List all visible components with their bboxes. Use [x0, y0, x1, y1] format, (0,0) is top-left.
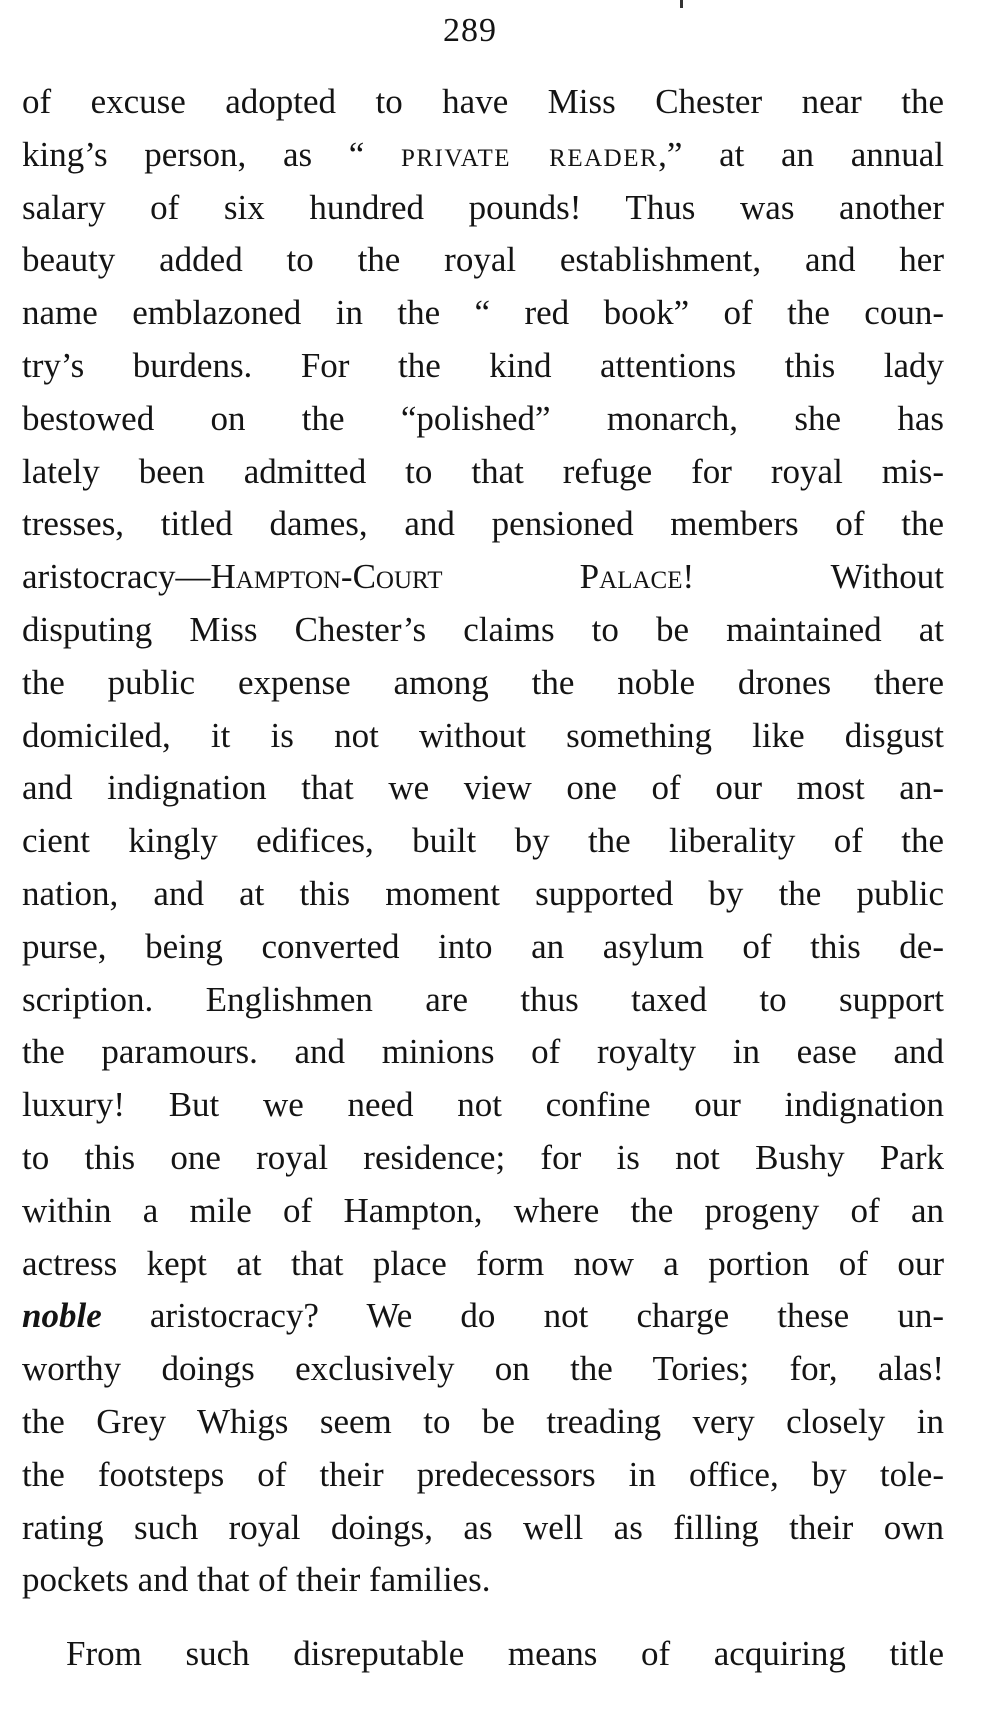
- text-line: salary of six hundred pounds! Thus was another: [22, 187, 944, 227]
- text-line: rating such royal doings, as well as filling their own: [22, 1507, 944, 1547]
- text-line: and indignation that we view one of our most an-: [22, 768, 944, 808]
- text-line: aristocracy—Hampton-Court Palace! Without: [22, 557, 944, 597]
- italic-word: noble: [22, 1296, 102, 1336]
- small-caps-phrase: Hampton-Court Palace: [210, 557, 683, 597]
- text-line: within a mile of Hampton, where the progeny of an: [22, 1190, 944, 1230]
- text-line: noble aristocracy? We do not charge these un-: [22, 1296, 944, 1336]
- text-line: pockets and that of their families.: [22, 1560, 491, 1600]
- text-line: bestowed on the “polished” monarch, she has: [22, 398, 944, 438]
- text-line: try’s burdens. For the kind attentions this lady: [22, 345, 944, 385]
- print-mark: [680, 0, 683, 8]
- text-line: name emblazoned in the “ red book” of the coun-: [22, 293, 944, 333]
- paragraph-2: [22, 1628, 944, 1681]
- page-number: 289: [443, 12, 497, 49]
- paragraph-1: [22, 76, 944, 1607]
- text-line: From such disreputable means of acquiring title: [66, 1634, 944, 1673]
- text-line: king’s person, as “ private reader,” at an annual: [22, 134, 944, 174]
- text-line: worthy doings exclusively on the Tories; for, alas!: [22, 1349, 944, 1389]
- text-line: luxury! But we need not confine our indignation: [22, 1085, 944, 1125]
- text-line: cient kingly edifices, built by the liberality of the: [22, 821, 944, 861]
- text-line: the footsteps of their predecessors in office, by tole-: [22, 1454, 944, 1494]
- text-line: the Grey Whigs seem to be treading very closely in: [22, 1401, 944, 1441]
- text-line: the paramours. and minions of royalty in ease and: [22, 1032, 944, 1072]
- text-line: purse, being converted into an asylum of this de-: [22, 926, 944, 966]
- text-line: lately been admitted to that refuge for royal mis-: [22, 451, 944, 491]
- text-line: disputing Miss Chester’s claims to be maintained at: [22, 609, 944, 649]
- text-line: actress kept at that place form now a portion of our: [22, 1243, 944, 1283]
- text-line: to this one royal residence; for is not Bushy Park: [22, 1137, 944, 1177]
- text-line: tresses, titled dames, and pensioned members of the: [22, 504, 944, 544]
- text-line: of excuse adopted to have Miss Chester near the: [22, 82, 944, 121]
- text-line: domiciled, it is not without something like disgust: [22, 715, 944, 755]
- text-line: the public expense among the noble drones there: [22, 662, 944, 702]
- text-line: beauty added to the royal establishment, and her: [22, 240, 944, 280]
- text-line: scription. Englishmen are thus taxed to support: [22, 979, 944, 1019]
- text-line: nation, and at this moment supported by the public: [22, 873, 944, 913]
- small-caps-phrase: private reader: [400, 134, 659, 174]
